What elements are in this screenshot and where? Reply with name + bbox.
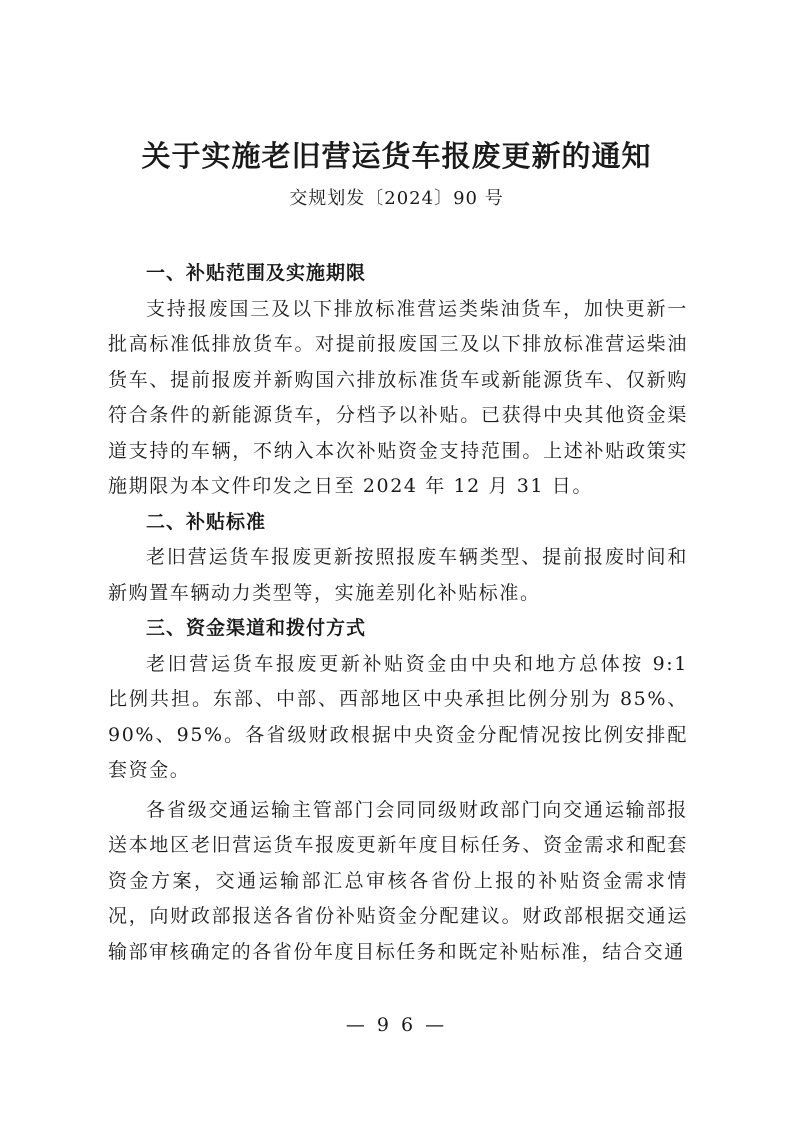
page-number: — 9 6 — [345,1014,448,1036]
section-1-paragraph-1: 支持报废国三及以下排放标准营运类柴油货车，加快更新一批高标准低排放货车。对提前报废国三及以下排放标准营运柴油货车、提前报废并新购国六排放标准货车或新能源货车、仅新购符合条件的新能源货车，分档予以补贴。已获得中央其他资金渠道支持的车辆，不纳入本次补贴资金支持范围。上述补贴政策实施期限为本文件印发之日至 2024 年 12 月 31 日。 [108,297,688,497]
section-3-paragraph-2: 各省级交通运输主管部门会同同级财政部门向交通运输部报送本地区老旧营运货车报废更新年度目标任务、资金需求和配套资金方案，交通运输部汇总审核各省份上报的补贴资金需求情况，向财政部报送各省份补贴资金分配建议。财政部根据交通运输部审核确定的各省份年度目标任务和既定补贴标准，结合交通 [108,798,688,963]
section-heading-2: 二、补贴标准 [146,510,267,533]
document-title: 关于实施老旧营运货车报废更新的通知 [141,139,652,173]
section-heading-3: 三、资金渠道和拨付方式 [146,617,367,639]
section-2-paragraph-1: 老旧营运货车报废更新按照报废车辆类型、提前报废时间和新购置车辆动力类型等，实施差别化补贴标准。 [108,546,688,604]
section-heading-1: 一、补贴范围及实施期限 [146,262,367,284]
section-3-paragraph-1: 老旧营运货车报废更新补贴资金由中央和地方总体按 9:1 比例共担。东部、中部、西部地区中央承担比例分别为 85%、90%、95%。各省级财政根据中央资金分配情况按比例安排配套资金。 [108,652,688,781]
document-body [108,256,688,970]
document-number: 交规划发〔2024〕90 号 [289,188,504,209]
